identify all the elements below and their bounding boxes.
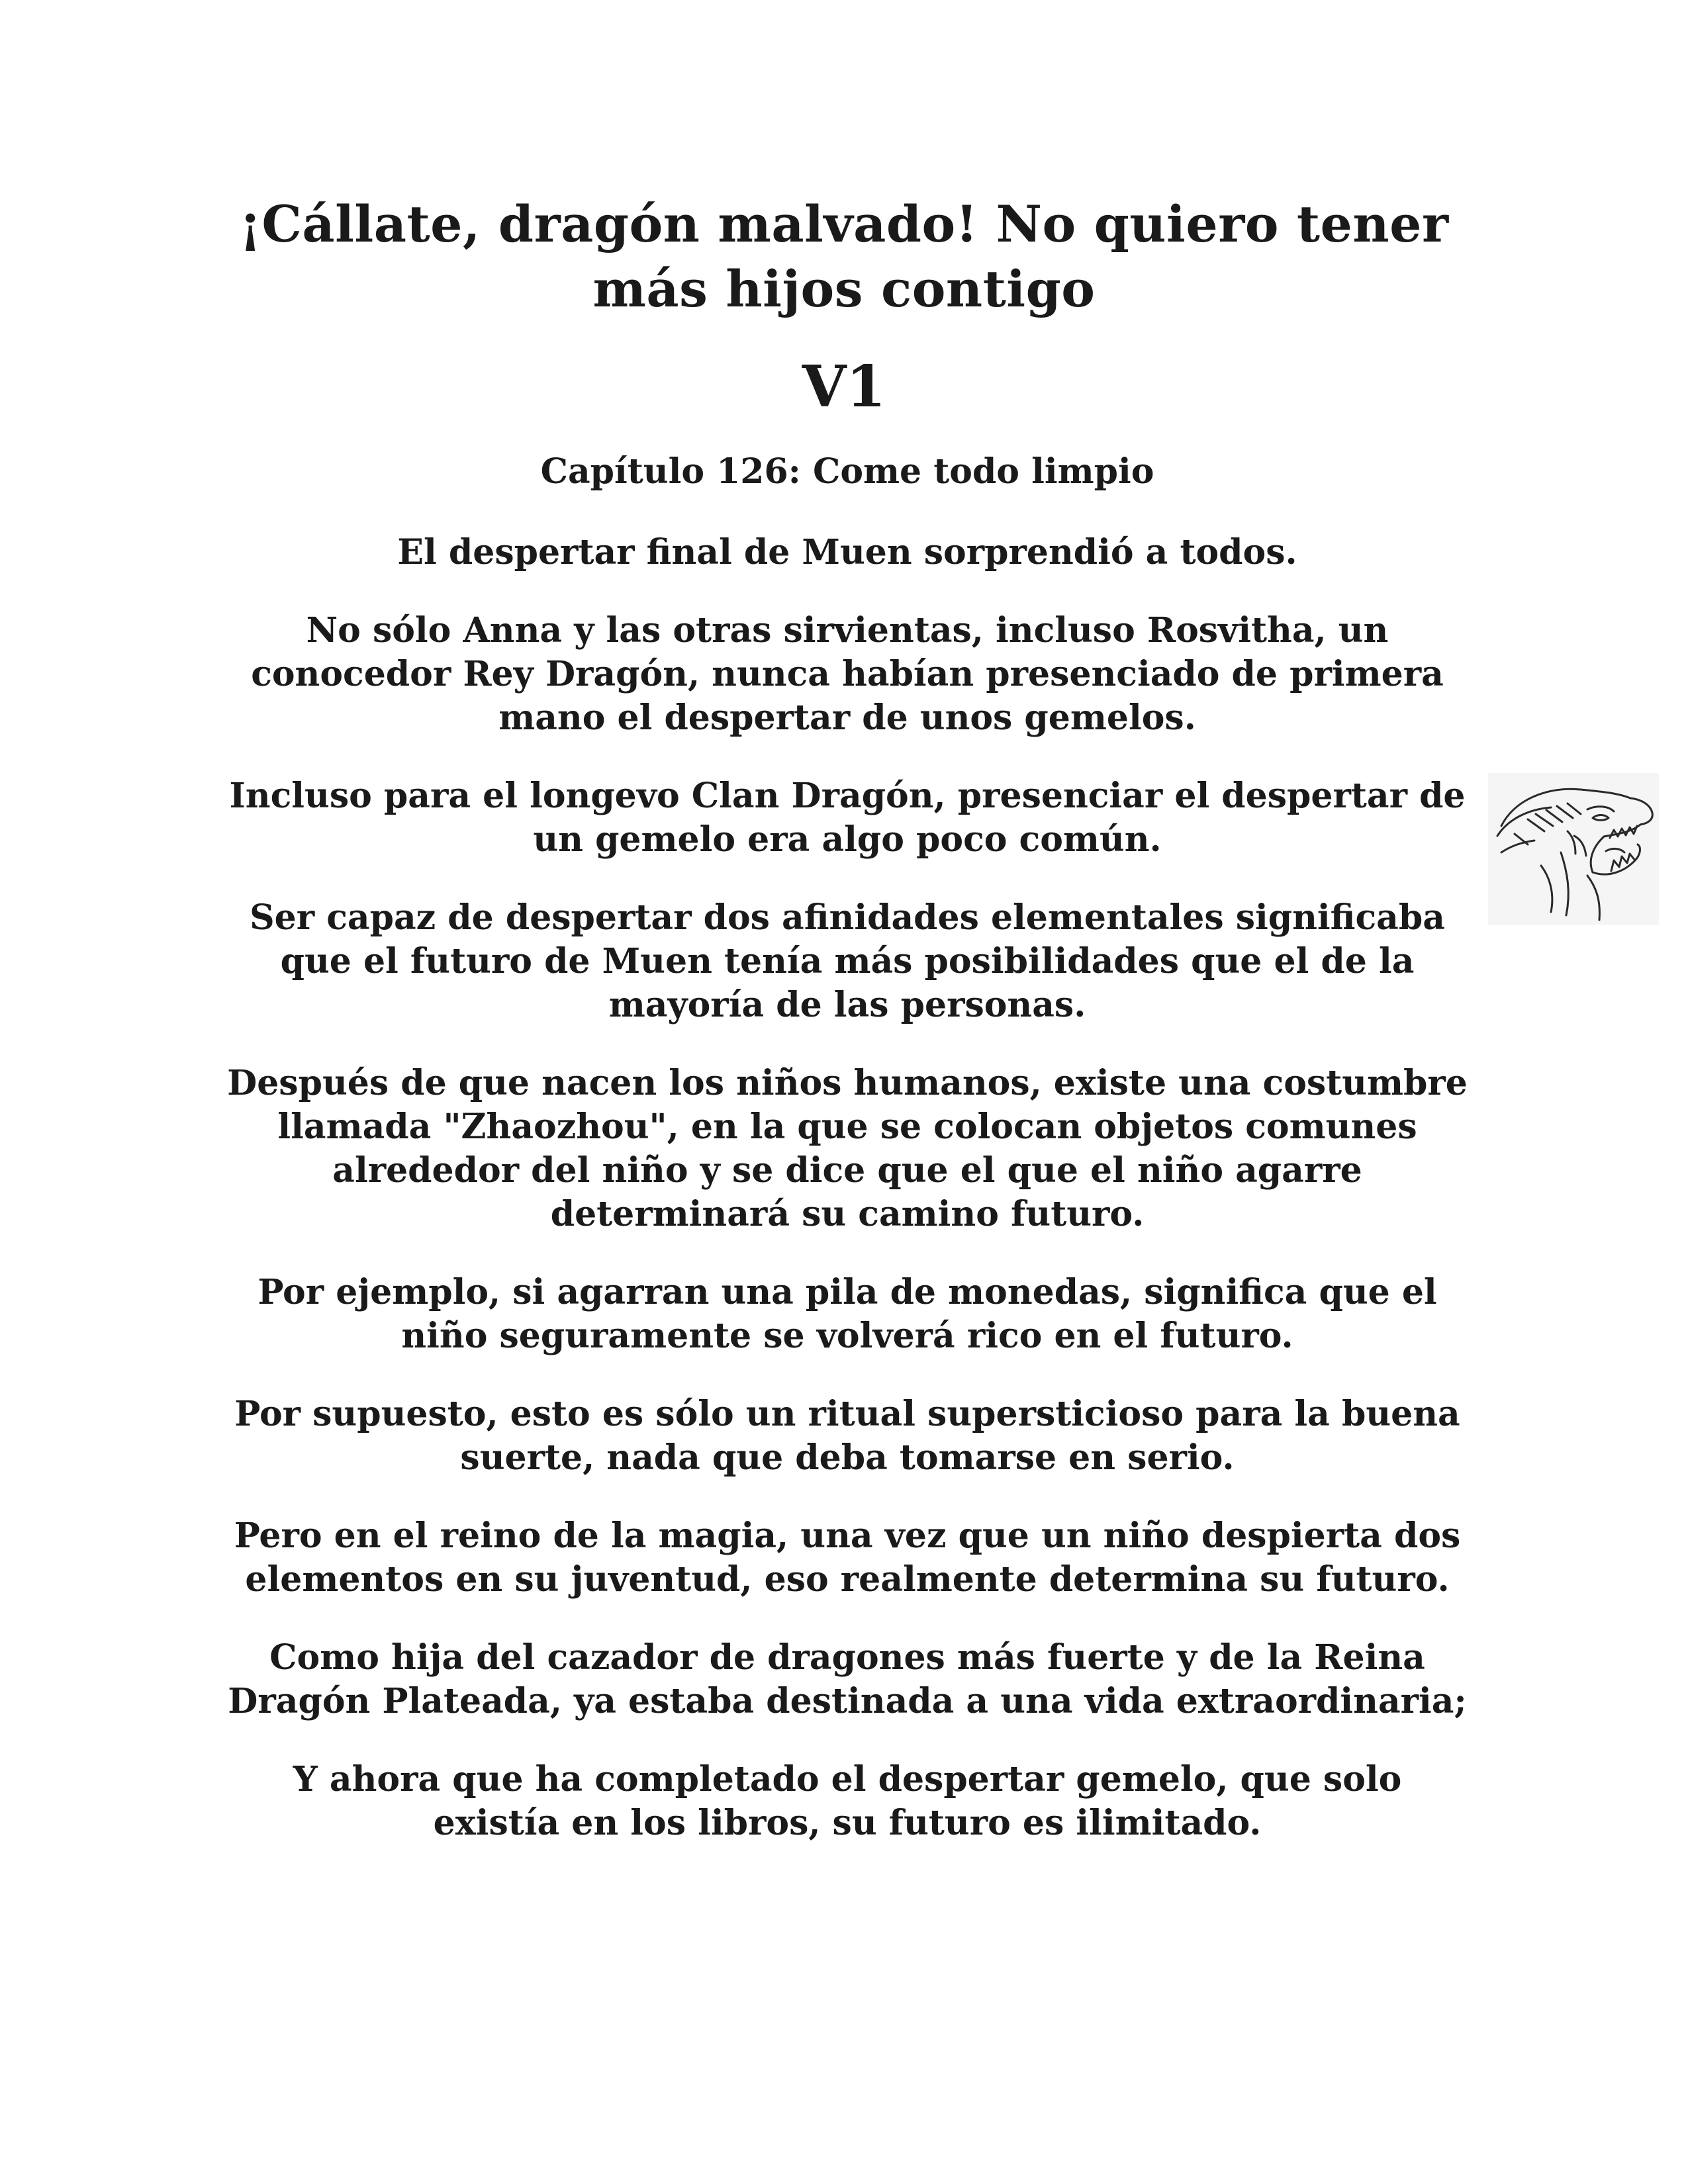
- dragon-head-icon: [1488, 773, 1659, 925]
- paragraph: Y ahora que ha completado el despertar gemelo, que solo existía en los libros, su futuro es ilimitado.: [293, 1759, 1402, 1843]
- paragraph: Por supuesto, esto es sólo un ritual supersticioso para la buena suerte, nada que deba tomarse en serio.: [234, 1394, 1460, 1478]
- paragraph: No sólo Anna y las otras sirvientas, incluso Rosvitha, un conocedor Rey Dragón, nunca habían presenciado de primera mano el despertar de unos gemelos.: [251, 610, 1444, 738]
- title-block: [199, 192, 1489, 424]
- paragraph: Por ejemplo, si agarran una pila de monedas, significa que el niño seguramente se volverá rico en el futuro.: [258, 1272, 1437, 1356]
- paragraph: Pero en el reino de la magia, una vez que un niño despierta dos elementos en su juventud, eso realmente determina su futuro.: [234, 1516, 1461, 1600]
- book-title-line-2: más hijos contigo: [592, 259, 1096, 318]
- book-title-line-1: ¡Cállate, dragón malvado! No quiero tener: [239, 195, 1449, 253]
- paragraph: Como hija del cazador de dragones más fuerte y de la Reina Dragón Plateada, ya estaba destinada a una vida extraordinaria;: [228, 1637, 1467, 1721]
- chapter-heading: Capítulo 126: Come todo limpio: [540, 451, 1154, 492]
- volume-label: V1: [802, 353, 886, 420]
- paragraph: El despertar final de Muen sorprendió a todos.: [397, 532, 1297, 572]
- book-title: [199, 192, 1489, 322]
- paragraph: Incluso para el longevo Clan Dragón, presenciar el despertar de un gemelo era algo poco común.: [229, 776, 1466, 860]
- paragraph: Después de que nacen los niños humanos, existe una costumbre llamada "Zhaozhou", en la que se colocan objetos comunes alrededor del niño y se dice que el que el niño agarre determinará su camino futuro.: [227, 1063, 1468, 1234]
- paragraph: Ser capaz de despertar dos afinidades elementales significaba que el futuro de Muen tenía más posibilidades que el de la mayoría de las personas.: [250, 897, 1445, 1025]
- chapter-body: [225, 450, 1470, 1880]
